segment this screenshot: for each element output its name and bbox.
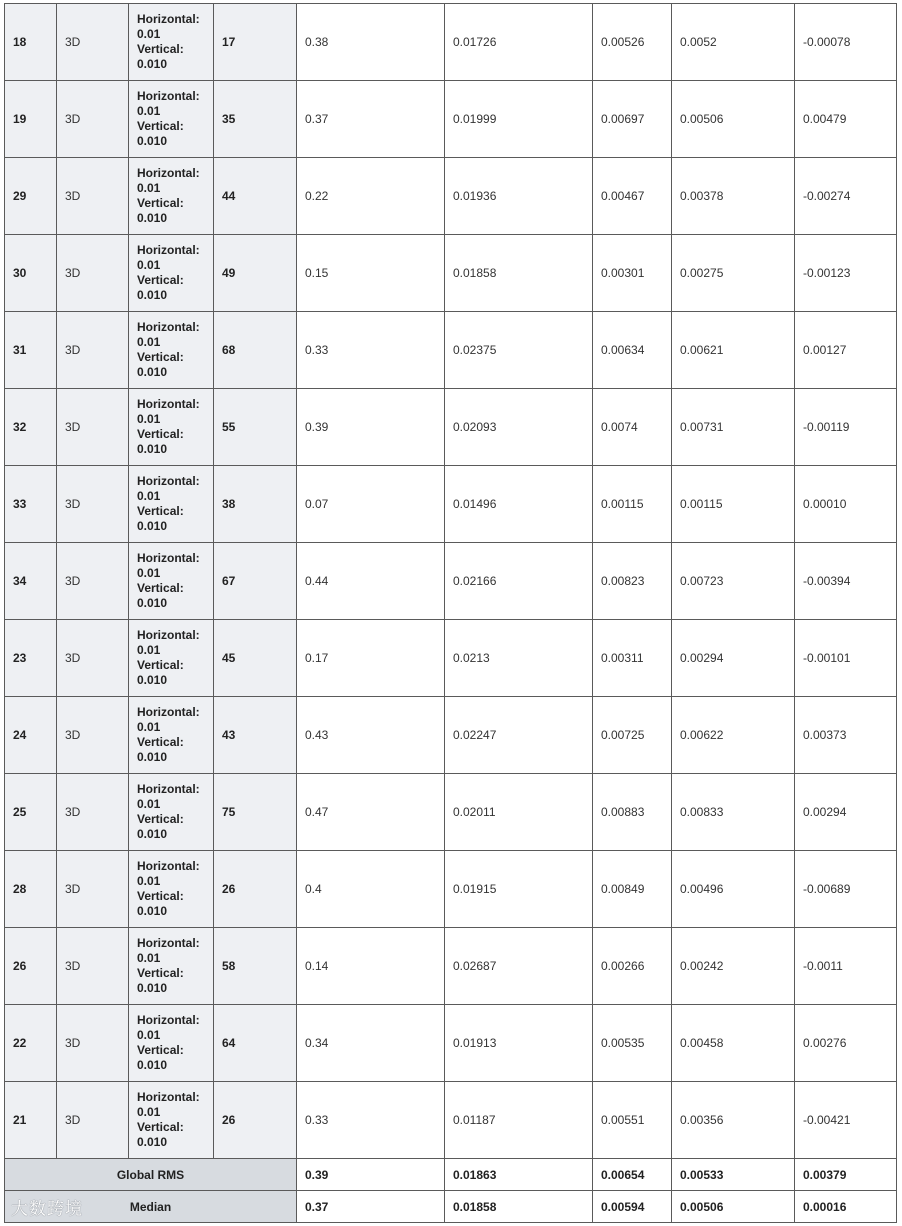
accuracy-line: Vertical: [137,273,184,287]
accuracy-line: 0.01 [137,797,161,811]
row-c3: 0.00535 [593,1005,672,1082]
row-c5: 0.00479 [795,81,897,158]
table-row [5,851,897,928]
row-id: 26 [5,928,57,1005]
row-accuracy [129,543,214,620]
row-c5: -0.00421 [795,1082,897,1159]
row-id: 24 [5,697,57,774]
accuracy-line: 0.010 [137,827,168,841]
row-c2: 0.02375 [445,312,593,389]
row-c4: 0.00496 [672,851,795,928]
row-c2: 0.01187 [445,1082,593,1159]
accuracy-line: 0.010 [137,981,168,995]
accuracy-line: Horizontal: [137,859,200,873]
accuracy-line: 0.010 [137,750,168,764]
row-id: 33 [5,466,57,543]
accuracy-line: 0.01 [137,951,161,965]
row-c1: 0.14 [297,928,445,1005]
accuracy-line: Vertical: [137,427,184,441]
accuracy-line: Horizontal: [137,705,200,719]
row-c1: 0.37 [297,81,445,158]
accuracy-line: 0.010 [137,211,168,225]
row-c4: 0.00622 [672,697,795,774]
row-id: 21 [5,1082,57,1159]
table-row [5,543,897,620]
accuracy-line: Vertical: [137,966,184,980]
accuracy-line: 0.01 [137,643,161,657]
accuracy-line: Horizontal: [137,551,200,565]
row-id: 32 [5,389,57,466]
accuracy-line: Horizontal: [137,628,200,642]
row-count: 58 [214,928,297,1005]
row-type: 3D [57,81,129,158]
row-accuracy [129,697,214,774]
global-rms-c4: 0.00533 [672,1159,795,1191]
row-c4: 0.00731 [672,389,795,466]
row-c5: -0.0011 [795,928,897,1005]
accuracy-line: 0.010 [137,134,168,148]
accuracy-line: 0.01 [137,489,161,503]
row-c1: 0.47 [297,774,445,851]
accuracy-line: 0.010 [137,673,168,687]
row-c2: 0.01936 [445,158,593,235]
row-c3: 0.00266 [593,928,672,1005]
accuracy-line: 0.01 [137,1105,161,1119]
row-c1: 0.34 [297,1005,445,1082]
row-id: 29 [5,158,57,235]
row-c4: 0.00458 [672,1005,795,1082]
accuracy-line: 0.01 [137,720,161,734]
row-count: 45 [214,620,297,697]
accuracy-line: 0.010 [137,288,168,302]
row-c4: 0.00833 [672,774,795,851]
median-c1: 0.37 [297,1191,445,1223]
row-c1: 0.38 [297,4,445,81]
table-row [5,235,897,312]
row-accuracy [129,466,214,543]
accuracy-line: Horizontal: [137,12,200,26]
accuracy-line: Vertical: [137,350,184,364]
accuracy-line: Horizontal: [137,782,200,796]
row-c1: 0.17 [297,620,445,697]
accuracy-line: Horizontal: [137,89,200,103]
row-c3: 0.00467 [593,158,672,235]
row-c2: 0.02166 [445,543,593,620]
accuracy-line: Vertical: [137,1120,184,1134]
row-count: 43 [214,697,297,774]
row-c5: 0.00276 [795,1005,897,1082]
row-type: 3D [57,697,129,774]
accuracy-line: 0.01 [137,258,161,272]
row-c4: 0.00621 [672,312,795,389]
table-row [5,4,897,81]
row-id: 19 [5,81,57,158]
row-c5: -0.00274 [795,158,897,235]
global-rms-c2: 0.01863 [445,1159,593,1191]
row-count: 64 [214,1005,297,1082]
accuracy-line: Horizontal: [137,166,200,180]
accuracy-line: Horizontal: [137,243,200,257]
row-c3: 0.00823 [593,543,672,620]
accuracy-line: 0.010 [137,1058,168,1072]
row-c5: -0.00123 [795,235,897,312]
accuracy-line: 0.01 [137,27,161,41]
row-c3: 0.0074 [593,389,672,466]
row-c4: 0.00294 [672,620,795,697]
row-type: 3D [57,158,129,235]
row-c4: 0.00275 [672,235,795,312]
table-row [5,81,897,158]
median-c2: 0.01858 [445,1191,593,1223]
accuracy-line: Vertical: [137,889,184,903]
row-c2: 0.02687 [445,928,593,1005]
accuracy-line: Horizontal: [137,936,200,950]
median-c3: 0.00594 [593,1191,672,1223]
row-type: 3D [57,235,129,312]
median-row [5,1191,897,1223]
row-c4: 0.00378 [672,158,795,235]
table-row [5,312,897,389]
accuracy-line: 0.010 [137,442,168,456]
accuracy-line: 0.010 [137,1135,168,1149]
row-c3: 0.00311 [593,620,672,697]
accuracy-line: 0.010 [137,519,168,533]
accuracy-line: Horizontal: [137,320,200,334]
row-count: 75 [214,774,297,851]
row-type: 3D [57,620,129,697]
row-id: 30 [5,235,57,312]
accuracy-line: 0.01 [137,104,161,118]
table-row [5,389,897,466]
row-c5: 0.00294 [795,774,897,851]
row-c4: 0.00115 [672,466,795,543]
row-accuracy [129,235,214,312]
row-id: 23 [5,620,57,697]
row-c2: 0.02093 [445,389,593,466]
row-id: 34 [5,543,57,620]
row-id: 22 [5,1005,57,1082]
global-rms-label: Global RMS [5,1159,297,1191]
table-row [5,466,897,543]
row-count: 38 [214,466,297,543]
row-accuracy [129,851,214,928]
row-c1: 0.33 [297,1082,445,1159]
row-c3: 0.00526 [593,4,672,81]
accuracy-line: Vertical: [137,812,184,826]
row-type: 3D [57,312,129,389]
accuracy-line: Vertical: [137,119,184,133]
row-c4: 0.00242 [672,928,795,1005]
row-c4: 0.00356 [672,1082,795,1159]
row-accuracy [129,774,214,851]
accuracy-line: Vertical: [137,196,184,210]
table-row [5,620,897,697]
row-c5: -0.00689 [795,851,897,928]
row-c2: 0.02011 [445,774,593,851]
accuracy-line: 0.01 [137,1028,161,1042]
accuracy-line: 0.01 [137,335,161,349]
accuracy-line: Vertical: [137,735,184,749]
accuracy-line: Horizontal: [137,397,200,411]
global-rms-c3: 0.00654 [593,1159,672,1191]
row-accuracy [129,312,214,389]
row-c2: 0.01496 [445,466,593,543]
row-c3: 0.00115 [593,466,672,543]
row-type: 3D [57,466,129,543]
row-c5: 0.00127 [795,312,897,389]
row-c1: 0.07 [297,466,445,543]
row-c5: -0.00394 [795,543,897,620]
row-type: 3D [57,851,129,928]
row-c3: 0.00725 [593,697,672,774]
median-label-cell [5,1191,297,1223]
row-accuracy [129,4,214,81]
global-rms-c1: 0.39 [297,1159,445,1191]
row-count: 44 [214,158,297,235]
accuracy-line: Horizontal: [137,1090,200,1104]
row-c1: 0.4 [297,851,445,928]
row-c1: 0.22 [297,158,445,235]
median-c5: 0.00016 [795,1191,897,1223]
row-count: 67 [214,543,297,620]
row-c2: 0.01726 [445,4,593,81]
row-count: 26 [214,1082,297,1159]
row-c1: 0.15 [297,235,445,312]
row-count: 49 [214,235,297,312]
table-row [5,158,897,235]
table-summary [5,1159,897,1223]
row-count: 35 [214,81,297,158]
table-body [5,4,897,1159]
row-c3: 0.00883 [593,774,672,851]
row-accuracy [129,1082,214,1159]
accuracy-line: Vertical: [137,658,184,672]
watermark-logo: 大数跨境 [11,1199,83,1218]
global-rms-c5: 0.00379 [795,1159,897,1191]
row-c2: 0.01858 [445,235,593,312]
row-c4: 0.00723 [672,543,795,620]
row-id: 18 [5,4,57,81]
row-c5: -0.00078 [795,4,897,81]
row-type: 3D [57,1082,129,1159]
row-count: 17 [214,4,297,81]
row-accuracy [129,389,214,466]
accuracy-line: Horizontal: [137,1013,200,1027]
accuracy-line: 0.01 [137,181,161,195]
row-c5: -0.00101 [795,620,897,697]
median-label: Median [129,1199,172,1214]
row-c5: 0.00373 [795,697,897,774]
table-row [5,928,897,1005]
global-rms-row [5,1159,897,1191]
row-accuracy [129,1005,214,1082]
row-c3: 0.00551 [593,1082,672,1159]
row-accuracy [129,620,214,697]
row-c2: 0.0213 [445,620,593,697]
table-row [5,697,897,774]
row-c4: 0.0052 [672,4,795,81]
row-c5: 0.00010 [795,466,897,543]
row-c1: 0.39 [297,389,445,466]
row-count: 55 [214,389,297,466]
row-c2: 0.01915 [445,851,593,928]
row-c1: 0.44 [297,543,445,620]
row-type: 3D [57,928,129,1005]
accuracy-line: 0.01 [137,412,161,426]
row-type: 3D [57,389,129,466]
row-c2: 0.01913 [445,1005,593,1082]
row-id: 31 [5,312,57,389]
row-accuracy [129,158,214,235]
row-type: 3D [57,4,129,81]
table-row [5,1005,897,1082]
row-c3: 0.00301 [593,235,672,312]
row-c1: 0.43 [297,697,445,774]
accuracy-line: Vertical: [137,42,184,56]
row-id: 28 [5,851,57,928]
row-type: 3D [57,1005,129,1082]
row-c3: 0.00697 [593,81,672,158]
row-count: 68 [214,312,297,389]
accuracy-line: 0.010 [137,57,168,71]
row-c3: 0.00634 [593,312,672,389]
accuracy-line: Vertical: [137,581,184,595]
row-type: 3D [57,543,129,620]
table-row [5,774,897,851]
accuracy-line: 0.01 [137,566,161,580]
row-accuracy [129,928,214,1005]
gcp-accuracy-table [4,3,897,1223]
row-c2: 0.02247 [445,697,593,774]
row-type: 3D [57,774,129,851]
accuracy-line: 0.010 [137,904,168,918]
accuracy-line: Vertical: [137,1043,184,1057]
row-id: 25 [5,774,57,851]
row-c3: 0.00849 [593,851,672,928]
accuracy-line: 0.010 [137,596,168,610]
row-count: 26 [214,851,297,928]
row-c4: 0.00506 [672,81,795,158]
accuracy-line: Vertical: [137,504,184,518]
row-accuracy [129,81,214,158]
row-c2: 0.01999 [445,81,593,158]
row-c1: 0.33 [297,312,445,389]
row-c5: -0.00119 [795,389,897,466]
table-row [5,1082,897,1159]
accuracy-line: 0.01 [137,874,161,888]
median-c4: 0.00506 [672,1191,795,1223]
accuracy-line: Horizontal: [137,474,200,488]
accuracy-line: 0.010 [137,365,168,379]
